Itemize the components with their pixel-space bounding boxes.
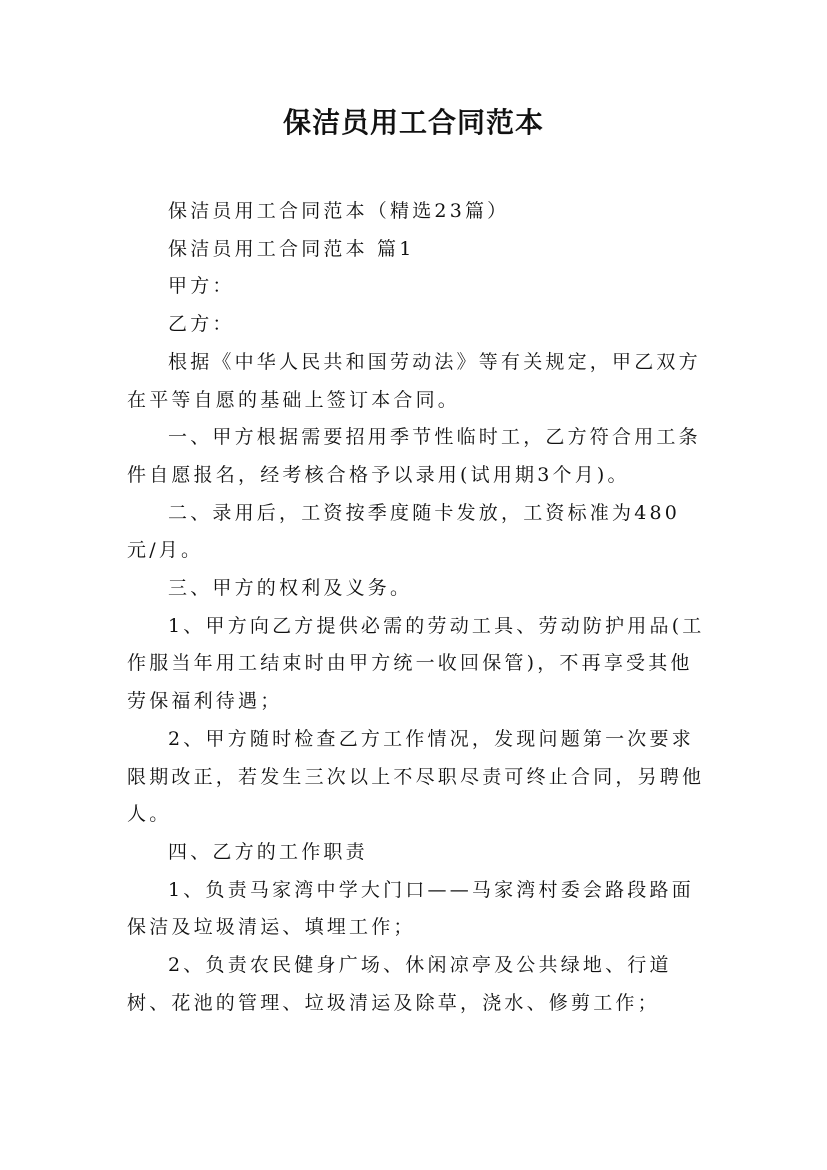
paragraph-party-a: 甲方： xyxy=(168,275,235,298)
paragraph-section-heading: 保洁员用工合同范本 篇1 xyxy=(168,237,415,260)
document-body xyxy=(127,193,705,1022)
paragraph-clause-1: 一、甲方根据需要招用季节性临时工，乙方符合用工条件自愿报名，经考核合格予以录用(试用期3个月)。 xyxy=(127,426,701,486)
document-title: 保洁员用工合同范本 xyxy=(282,106,544,139)
paragraph-clause-4-item-2: 2、负责农民健身广场、休闲凉亭及公共绿地、行道树、花池的管理、垃圾清运及除草，浇水、修剪工作； xyxy=(127,954,672,1014)
paragraph-subtitle: 保洁员用工合同范本（精选23篇） xyxy=(168,200,510,222)
paragraph-clause-4: 四、乙方的工作职责 xyxy=(168,840,368,863)
paragraph-clause-3-item-2: 2、甲方随时检查乙方工作情况，发现问题第一次要求限期改正，若发生三次以上不尽职尽责可终止合同，另聘他人。 xyxy=(127,727,705,826)
paragraph-clause-3-item-1: 1、甲方向乙方提供必需的劳动工具、劳动防护用品(工作服当年用工结束时由甲方统一收回保管)，不再享受其他劳保福利待遇； xyxy=(127,614,705,713)
paragraph-clause-2: 二、录用后，工资按季度随卡发放，工资标准为480元/月。 xyxy=(127,501,681,562)
paragraph-party-b: 乙方： xyxy=(168,313,235,336)
paragraph-clause-4-item-1: 1、负责马家湾中学大门口——马家湾村委会路段路面保洁及垃圾清运、填埋工作； xyxy=(127,878,694,939)
paragraph-clause-3: 三、甲方的权利及义务。 xyxy=(168,577,413,600)
paragraph-preamble: 根据《中华人民共和国劳动法》等有关规定，甲乙双方在平等自愿的基础上签订本合同。 xyxy=(127,350,701,411)
